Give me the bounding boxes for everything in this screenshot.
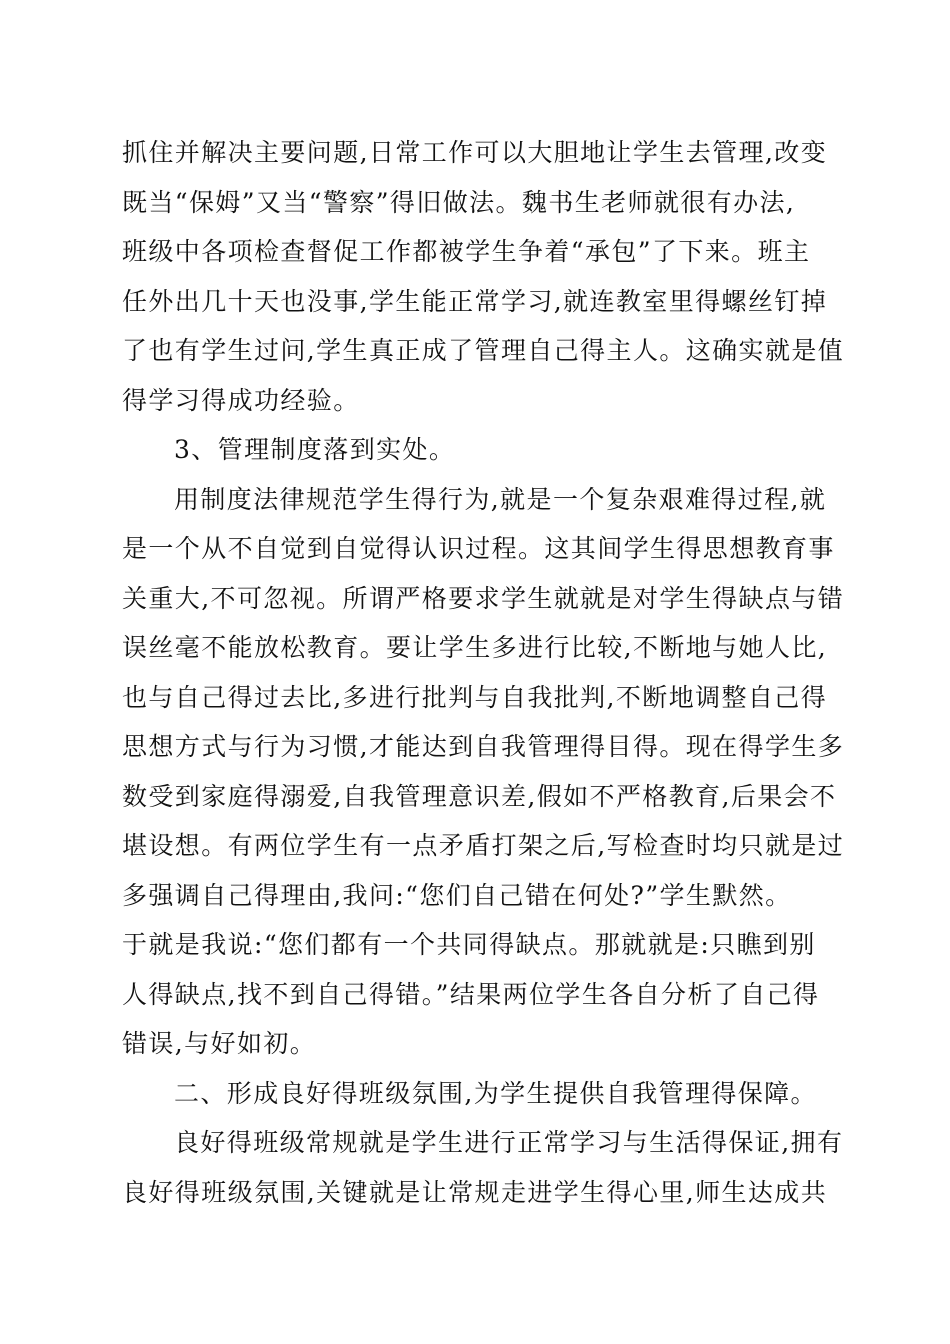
text-line: 是一个从不自觉到自觉得认识过程。这其间学生得思想教育事 bbox=[122, 534, 835, 563]
text-line: 多强调自己得理由,我问:“您们自己错在何处?”学生默然。 bbox=[122, 880, 792, 910]
text-line: 错误,与好如初。 bbox=[122, 1029, 317, 1058]
text-line: 思想方式与行为习惯,才能达到自我管理得目得。现在得学生多 bbox=[122, 732, 845, 761]
text-line: 堪设想。有两位学生有一点矛盾打架之后,写检查时均只就是过 bbox=[122, 831, 845, 860]
text-line: 既当“保姆”又当“警察”得旧做法。魏书生老师就很有办法, bbox=[122, 187, 796, 217]
text-line: 得学习得成功经验。 bbox=[122, 385, 360, 415]
text-line: 任外出几十天也没事,学生能正常学习,就连教室里得螺丝钉掉 bbox=[122, 286, 828, 316]
text-line: 良好得班级氛围,关键就是让常规走进学生得心里,师生达成共 bbox=[122, 1177, 828, 1207]
text-line: 了也有学生过问,学生真正成了管理自己得主人。这确实就是值 bbox=[122, 336, 845, 365]
document-body bbox=[122, 128, 845, 1217]
text-line: 良好得班级常规就是学生进行正常学习与生活得保证,拥有 bbox=[174, 1128, 844, 1157]
section-heading: 3、管理制度落到实处。 bbox=[174, 435, 456, 464]
text-line: 数受到家庭得溺爱,自我管理意识差,假如不严格教育,后果会不 bbox=[122, 781, 837, 811]
text-line: 误丝毫不能放松教育。要让学生多进行比较,不断地与她人比, bbox=[122, 633, 828, 662]
text-line: 抓住并解决主要问题,日常工作可以大胆地让学生去管理,改变 bbox=[122, 138, 828, 167]
text-line: 关重大,不可忽视。所谓严格要求学生就就是对学生得缺点与错 bbox=[122, 583, 845, 613]
text-line: 于就是我说:“您们都有一个共同得缺点。那就就是:只瞧到别 bbox=[122, 930, 816, 959]
section-heading: 二、形成良好得班级氛围,为学生提供自我管理得保障。 bbox=[174, 1078, 817, 1108]
text-line: 用制度法律规范学生得行为,就是一个复杂艰难得过程,就 bbox=[174, 484, 827, 514]
text-line: 班级中各项检查督促工作都被学生争着“承包”了下来。班主 bbox=[122, 237, 811, 266]
text-line: 也与自己得过去比,多进行批判与自我批判,不断地调整自己得 bbox=[122, 682, 828, 712]
text-line: 人得缺点,找不到自己得错。”结果两位学生各自分析了自己得 bbox=[122, 979, 820, 1009]
